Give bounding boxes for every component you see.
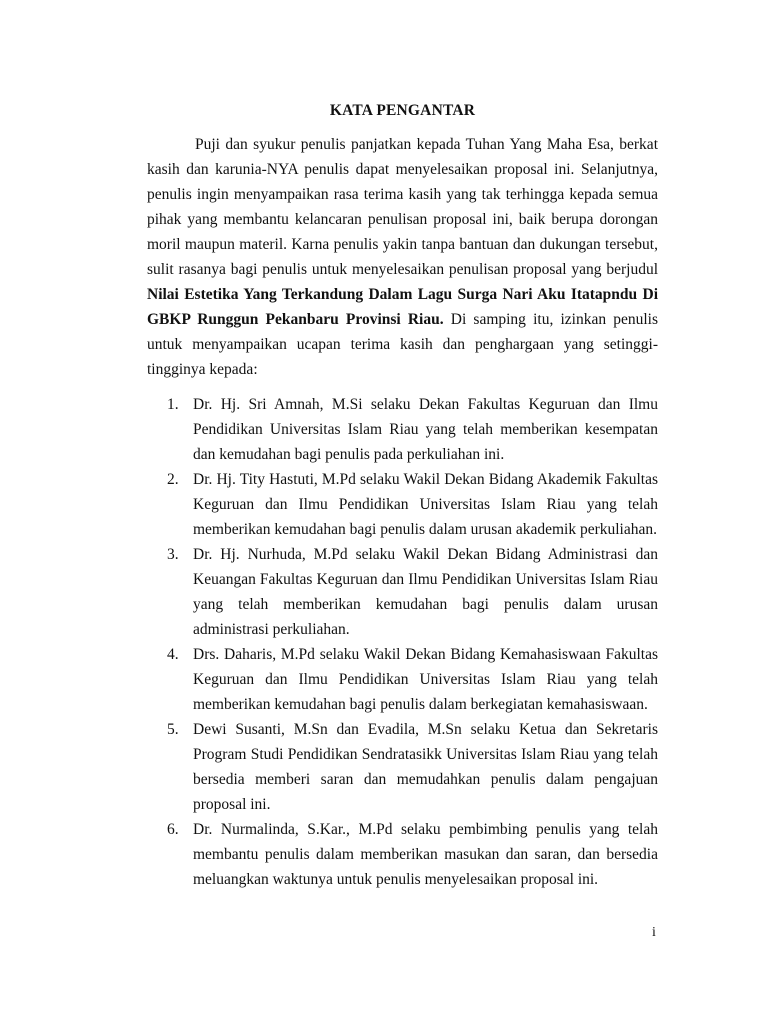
- list-item-text: Dr. Nurmalinda, S.Kar., M.Pd selaku pembimbing penulis yang telah membantu penulis dalam memberikan masukan dan saran, dan bersedia meluangkan waktunya untuk penulis menyelesaikan proposal ini.: [193, 821, 658, 888]
- list-item-text: Dr. Hj. Nurhuda, M.Pd selaku Wakil Dekan Bidang Administrasi dan Keuangan Fakultas Keguruan dan Ilmu Pendidikan Universitas Islam Riau yang telah memberikan kemudahan bagi penulis dalam urusan administrasi perkuliahan.: [193, 546, 658, 638]
- list-item-number: 4.: [167, 646, 179, 663]
- intro-paragraph: [147, 132, 658, 382]
- list-item-text: Dr. Hj. Tity Hastuti, M.Pd selaku Wakil Dekan Bidang Akademik Fakultas Keguruan dan Ilmu Pendidikan Universitas Islam Riau yang telah memberikan kemudahan bagi penulis dalam urusan akademik perkuliahan.: [193, 471, 658, 538]
- list-item: [147, 542, 658, 642]
- list-item-number: 1.: [167, 396, 179, 413]
- acknowledgement-list: [147, 392, 658, 892]
- page-number: i: [652, 925, 656, 940]
- list-item-text: Dr. Hj. Sri Amnah, M.Si selaku Dekan Fakultas Keguruan dan Ilmu Pendidikan Universitas Islam Riau yang telah memberikan kesempatan dan kemudahan bagi penulis pada perkuliahan ini.: [193, 396, 658, 463]
- list-item-number: 6.: [167, 821, 179, 838]
- list-item: [147, 467, 658, 542]
- list-item-number: 5.: [167, 721, 179, 738]
- page-title: KATA PENGANTAR: [329, 102, 476, 119]
- list-item: [147, 717, 658, 817]
- intro-text-before: Puji dan syukur penulis panjatkan kepada Tuhan Yang Maha Esa, berkat kasih dan karunia-NYA penulis dapat menyelesaikan proposal ini. Selanjutnya, penulis ingin menyampaikan rasa terima kasih yang tak terhingga kepada semua pihak yang membantu kelancaran penulisan proposal ini, baik berupa dorongan moril maupun materil. Karna penulis yakin tanpa bantuan dan dukungan tersebut, sulit rasanya bagi penulis untuk menyelesaikan penulisan proposal yang berjudul: [147, 136, 658, 278]
- thesis-title: Nilai Estetika Yang Terkandung Dalam Lagu Surga Nari Aku Itatapndu Di GBKP Runggun Pekanbaru Provinsi Riau.: [147, 286, 658, 328]
- list-item-text: Drs. Daharis, M.Pd selaku Wakil Dekan Bidang Kemahasiswaan Fakultas Keguruan dan Ilmu Pendidikan Universitas Islam Riau yang telah memberikan kemudahan bagi penulis dalam berkegiatan kemahasiswaan.: [193, 646, 658, 713]
- list-item-number: 3.: [167, 546, 179, 563]
- document-page: [147, 100, 658, 892]
- list-item: [147, 817, 658, 892]
- list-item: [147, 392, 658, 467]
- list-item-text: Dewi Susanti, M.Sn dan Evadila, M.Sn selaku Ketua dan Sekretaris Program Studi Pendidikan Sendratasikk Universitas Islam Riau yang telah bersedia memberi saran dan memudahkan penulis dalam pengajuan proposal ini.: [193, 721, 658, 813]
- list-item: [147, 642, 658, 717]
- list-item-number: 2.: [167, 471, 179, 488]
- intro-text-after: Di samping itu, izinkan penulis untuk menyampaikan ucapan terima kasih dan penghargaan yang setinggi-tingginya kepada:: [147, 311, 659, 378]
